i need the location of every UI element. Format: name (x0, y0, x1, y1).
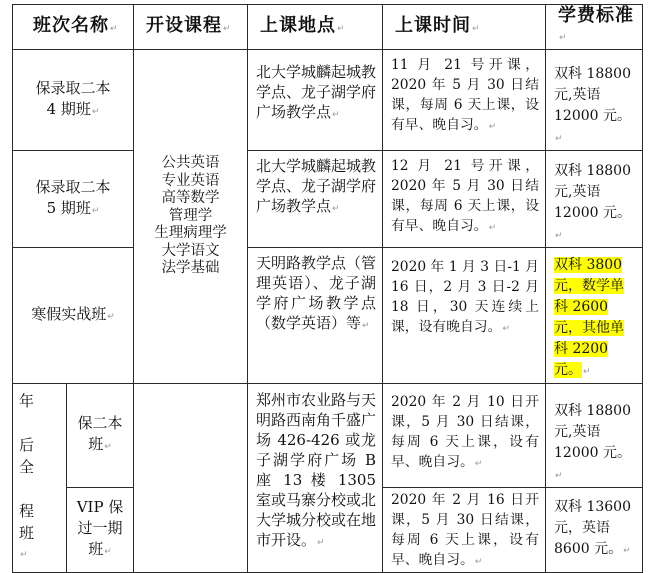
courses-cell: 公共英语 专业英语 高等数学 管理学 生理病理学 大学语文 法学基础 (134, 50, 248, 384)
time-cell: 12 月 21 号开课，2020 年 5 月 30 日结课，每周 6 天上课，设有早、晚自习。↵ (383, 151, 546, 248)
fee-cell: 双科 18800 元,英语 12000 元。↵ (546, 151, 643, 248)
course-schedule-table (12, 4, 643, 573)
class-name-cell: 保录取二本 4 期班↵ (13, 50, 134, 151)
location-cell: 郑州市农业路与天明路西南角千盛广场 426-426 或龙子湖学府广场 B 座 13 楼 1305 室或马寨分校或北大学城分校或在地市开设。↵ (248, 384, 383, 573)
table-row (13, 384, 643, 488)
header-row (13, 5, 643, 50)
time-cell: 2020 年 1 月 3 日-1 月 16 日，2 月 3 日-2 月 18 日，30 天连续上课，设有晚自习。↵ (383, 248, 546, 384)
location-cell: 北大学城麟起城教学点、龙子湖学府广场教学点↵ (248, 151, 383, 248)
header-location: 上课地点↵ (248, 5, 383, 50)
fee-cell: 双科 18800 元,英语 12000 元。↵ (546, 384, 643, 488)
table-row (13, 248, 643, 384)
time-cell: 2020 年 2 月 16 日开课，5 月 30 日结课，每周 6 天上课，设有早、晚自习。↵ (383, 488, 546, 573)
time-cell: 11 月 21 号开课，2020 年 5 月 30 日结课，每周 6 天上课，设有早、晚自习。↵ (383, 50, 546, 151)
class-name-cell: 寒假实战班↵ (13, 248, 134, 384)
sub-class-name-cell: 保二本 班↵ (67, 384, 134, 488)
courses-cell-empty (134, 384, 248, 573)
location-cell: 天明路教学点（管理英语）、龙子湖学府广场教学点（数学英语）等↵ (248, 248, 383, 384)
fee-highlight: 双科 3800 元，数学单科 2600 元，其他单科 2200 元。 (554, 257, 625, 378)
header-courses: 开设课程↵ (134, 5, 248, 50)
year-group-label: 年 后 全 程 班 ↵ (13, 384, 67, 573)
time-cell: 2020 年 2 月 10 日开课，5 月 30 日结课，每周 6 天上课，设有早、晚自习。↵ (383, 384, 546, 488)
sub-class-name-cell: VIP 保 过一期 班↵ (67, 488, 134, 573)
header-class-name: 班次名称↵ (13, 5, 134, 50)
header-time: 上课时间↵ (383, 5, 546, 50)
fee-cell-highlighted: 双科 3800 元，数学单科 2600 元，其他单科 2200 元。↵ (546, 248, 643, 384)
header-fee: 学费标准↵ (546, 5, 643, 50)
location-cell: 北大学城麟起城教学点、龙子湖学府广场教学点↵ (248, 50, 383, 151)
fee-cell: 双科 18800 元,英语 12000 元。↵ (546, 50, 643, 151)
table-row (13, 50, 643, 151)
fee-cell: 双科 13600 元，英语 8600 元。↵ (546, 488, 643, 573)
class-name-cell: 保录取二本 5 期班↵ (13, 151, 134, 248)
table-row (13, 151, 643, 248)
